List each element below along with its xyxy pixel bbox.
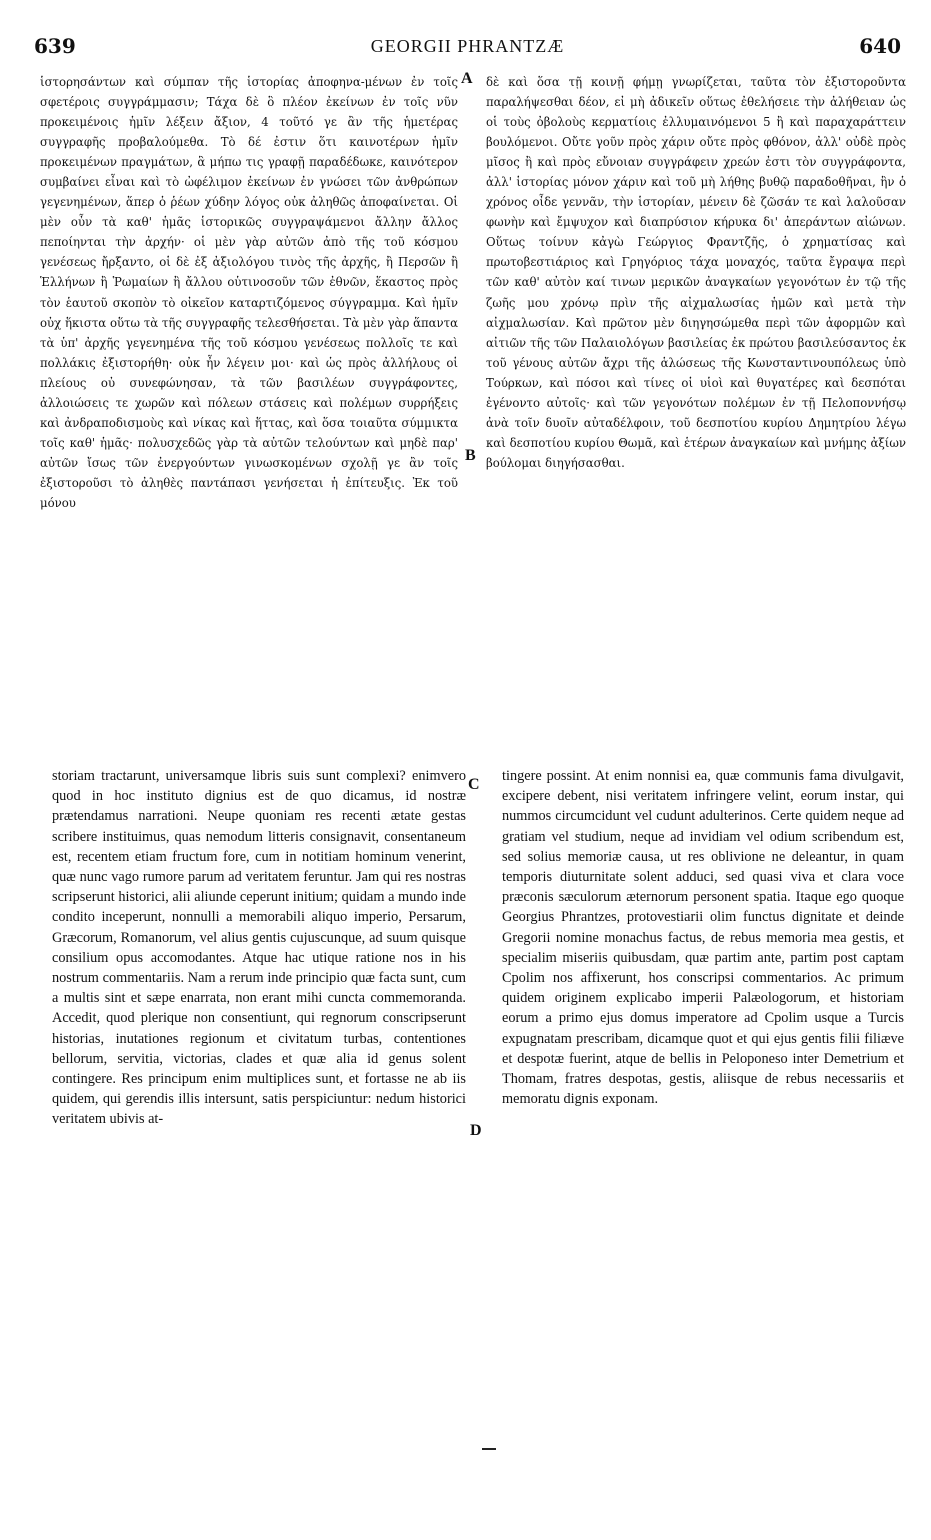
margin-marker-b: B <box>465 447 476 464</box>
page-number-right: 640 <box>859 34 901 58</box>
greek-column-right <box>486 72 906 744</box>
running-header <box>32 34 903 64</box>
latin-column-left <box>52 766 466 1456</box>
margin-marker-d: D <box>470 1122 482 1139</box>
greek-column-left <box>40 72 458 744</box>
latin-text-right: tingere possint. At enim nonnisi ea, quæ communis fama divulgavit, excipere debent, nisi veritatem infringere velint, eorum instar, qui nummos circumcidunt vel cudunt adulterinos. Certe quidem neque ad gratiam vel studium, neque ad invidiam vel odium scribendum est, sed solius memoriæ causa, ut res oblivione ne deleantur, in quam temporis diuturnitate solent adduci, sed quasi viva et clara voce præconis sæculorum æternorum personent spatia. Itaque ego quoque Georgius Phrantzes, protovestiarii olim functus dignitate et deinde Gregorii nomine monachus factus, de rebus memoria mea gestis, et specialim miseriis quibusdam, quæ partim ante, partim post captam Cpolim nos affixerunt, hos conscripsi commentarios. Ac primum quidem originem explicabo imperii Palæologorum, et historiam eorum a primo ejus domus imperatore ad Cpolim usque a Turcis expugnatam prescribam, dicamque quot et qui ejus gentis filii filiæve et despotæ fuerint, atque de bellis in Peloponeso inter Demetrium et Thomam, fratres despotas, gestis, aliisque de rebus necessariis et memoratu dignis exponam. <box>502 768 904 1108</box>
latin-text-left: storiam tractarunt, universamque libris suis sunt complexi? enimvero quod in hoc instituto dignius est de quo dicamus, id nostræ prætendamus narrationi. Neupe quoniam res recenti ætate gestas scribere instituimus, quas nemodum litteris consignavit, consentaneum est, recentem etiam fructum fore, cum in notitiam hominum venerint, quæ nunc vago rumore parum ad veritatem feruntur. Jam qui res nostras scripserunt historici, alii aliunde ceperunt initium; quidam a mundo inde condito inceperunt, nonnulli a memorabili aliquo imperio, Persarum, Græcorum, Romanorum, vel alius gentis cujuscunque, ad suum quisque consilium opus accomodantes. Atque hac utique ratione nos in his nostrum commentariis. Nam a rerum inde principio quæ facta sunt, cum a multis sint et sæpe enarrata, non erant mihi cuncta commemoranda. Accedit, quod plerique non consentiunt, qui regnorum conscripserunt historias, inutationes regionum et civitatum turbas, contentiones bellorum, servitia, victorias, clades et quæ alia id genus solent contingere. Res principum enim multiplices sunt, et fortasse ne ab iis quidem, qui gerendis illis intersunt, satis perspiciuntur: nedum historici veritatem ubivis at- <box>52 768 466 1128</box>
margin-marker-a: A <box>461 70 473 87</box>
latin-column-right <box>502 766 904 1456</box>
greek-text-left: ἱστορησάντων καὶ σύμπαν τῆς ἱστορίας ἀποφηνα-μένων ἐν τοῖς σφετέροις συγγράμμασιν; Τάχα δὲ ὃ πλέον ἐκείνων ἐν τοῖς νῦν προκειμένοις ἡμῖν λέξειν ἄξιον, 4 τοῦτό γε ἂν τῆς ἡμετέρας συγγραφῆς προβαλούμεθα. Τὸ δέ ἐστιν ὅτι καινοτέρων ἡμῖν προκειμένων πραγμάτων, ἃ μήπω τις γραφῇ παραδέδωκε, καινότερον συμβαίνει εἶναι καὶ τὸ ὠφέλιμον ἐκείνων ἐν γνώσει τῶν ἀνθρώπων γεγενημένων, ἅπερ ὁ ῥέων χύδην λόγος οὐκ ἀληθῶς ἀποφαίνεται. Οἱ μὲν οὖν τὰ καθ' ἡμᾶς ἱστορικῶς συγγραψάμενοι ἄλλην ἄλλος πεποίηνται τὴν ἀρχήν· οἱ μὲν γὰρ αὐτῶν ἀπὸ τῆς τοῦ κόσμου γενέσεως ἤρξαντο, οἱ δὲ ἐξ ἀξιολόγου τινὸς τῆς ἀρχῆς, ἢ Περσῶν ἢ Ἑλλήνων ἢ Ῥωμαίων ἢ ἄλλου οὑτινοσοῦν τῶν ἐθνῶν, ἕκαστος πρὸς τὸν ἑαυτοῦ σκοπὸν τὸ οἰκεῖον καταρτιζόμενος σύγγραμμα. Καὶ ἡμῖν οὐχ ἥκιστα οὕτω τὰ τῆς συγγραφῆς τελεσθήσεται. Τὰ μὲν γὰρ ἅπαντα τὰ ὑπ' ἀρχῆς γεγενημένα τῆς τοῦ κόσμου γενέσεως πολλοῖς τε καὶ πολλάκις ἐξιστορήθη· οὐκ ἦν λέγειν μοι· καὶ ὡς πρὸς ἀλλήλους οἱ πλείους οὐ συνεφώνησαν, τὰ τῶν βασιλέων συγγράφοντες, ἀλλοιώσεις τε χωρῶν καὶ πόλεων στάσεις καὶ πολέμων συρρήξεις καὶ ἀνδραποδισμοὺς καὶ νίκας καὶ ἥττας, καὶ ὅσα τοιαῦτα σύμμικτα τοῖς καθ' ἡμᾶς· πολυσχεδῶς γὰρ τὰ αὐτῶν τελούντων καὶ μηδὲ παρ' αὐτῶν ἴσως τῶν ἐνεργούντων γινωσκομένων σχολῇ γε ἂν τοῖς ἐξιστοροῦσι τὸ ἀληθὲς παντάπασι γενήσεται ἡ ἐπίτευξις. Ἐκ τοῦ μόνου <box>40 75 458 510</box>
greek-text-right: δὲ καὶ ὅσα τῇ κοινῇ φήμῃ γνωρίζεται, ταῦτα τὸν ἐξιστοροῦντα παραλήψεσθαι δέον, εἰ μὴ ἀδικεῖν οὕτως ἐθελήσειε τὴν ἀλήθειαν ὡς οἱ τοὺς ὀβολοὺς κερματίοις ἐλλυμαινόμενοι 5 ἢ καὶ παραχαράττειν βουλόμενοι. Οὔτε γοῦν πρὸς χάριν οὔτε πρὸς φθόνον, ἀλλ' οὐδὲ πρὸς μῖσος ἢ καὶ πρὸς εὔνοιαν συγγράφειν χρεών ἐστι τὸν συγγράφοντα, ἀλλ' ἱστορίας μόνον χάριν καὶ τοῦ μὴ λήθης βυθῷ παραδοθῆναι, ἣν ὁ χρόνος οἶδε γεννᾶν, τὴν ἱστορίαν, μένειν δὲ ζῶσάν τε καὶ λαλοῦσαν φωνὴν καὶ ἔμψυχον καὶ διαπρύσιον κήρυκα δι' ἀπεράντων αἰώνων. Οὕτως τοίνυν κἀγὼ Γεώργιος Φραντζῆς, ὁ χρηματίσας καὶ πρωτοβεστιάριος καὶ Γρηγόριος τάχα μοναχός, ταῦτα ἔγραψα περὶ τῶν καθ' αὐτὸν καί τινων μερικῶν ἀναγκαίων γεγονότων ἐν τῷ τῆς ζωῆς μου χρόνῳ πρὶν τῆς αἰχμαλωσίας ἡμῶν καὶ μετὰ τὴν αἰχμαλωσίαν. Καὶ πρῶτον μὲν διηγησώμεθα περὶ τῶν ἀφορμῶν καὶ αἰτιῶν τῆς τῶν Παλαιολόγων βασιλείας ἐκ πρώτου βασιλεύσαντος ἐκ τοῦ γένους αὐτῶν ἄχρι τῆς ἁλώσεως τῆς Κωνσταντινουπόλεως ὑπὸ Τούρκων, καὶ πόσοι καὶ τίνες οἱ υἱοὶ καὶ θυγατέρες καὶ δεσπόται ἐγένοντο αὐτοῖς· καὶ τῶν γεγονότων πολέμων ἐν τῇ Πελοποννήσῳ ἀνὰ τοῖν δυοῖν αὐταδέλφοιν, τοῦ δεσποτίου κυρίου Δημητρίου λέγω καὶ δεσποτίου κυρίου Θωμᾶ, καὶ ἑτέρων ἀναγκαίων καὶ μνήμης ἀξίων βούλομαι διηγήσασθαι. <box>486 75 906 470</box>
page-end-dash <box>482 1448 496 1450</box>
page-number-left: 639 <box>34 34 76 58</box>
running-title: GEORGII PHRANTZÆ <box>370 36 565 56</box>
margin-marker-c: C <box>468 776 480 793</box>
